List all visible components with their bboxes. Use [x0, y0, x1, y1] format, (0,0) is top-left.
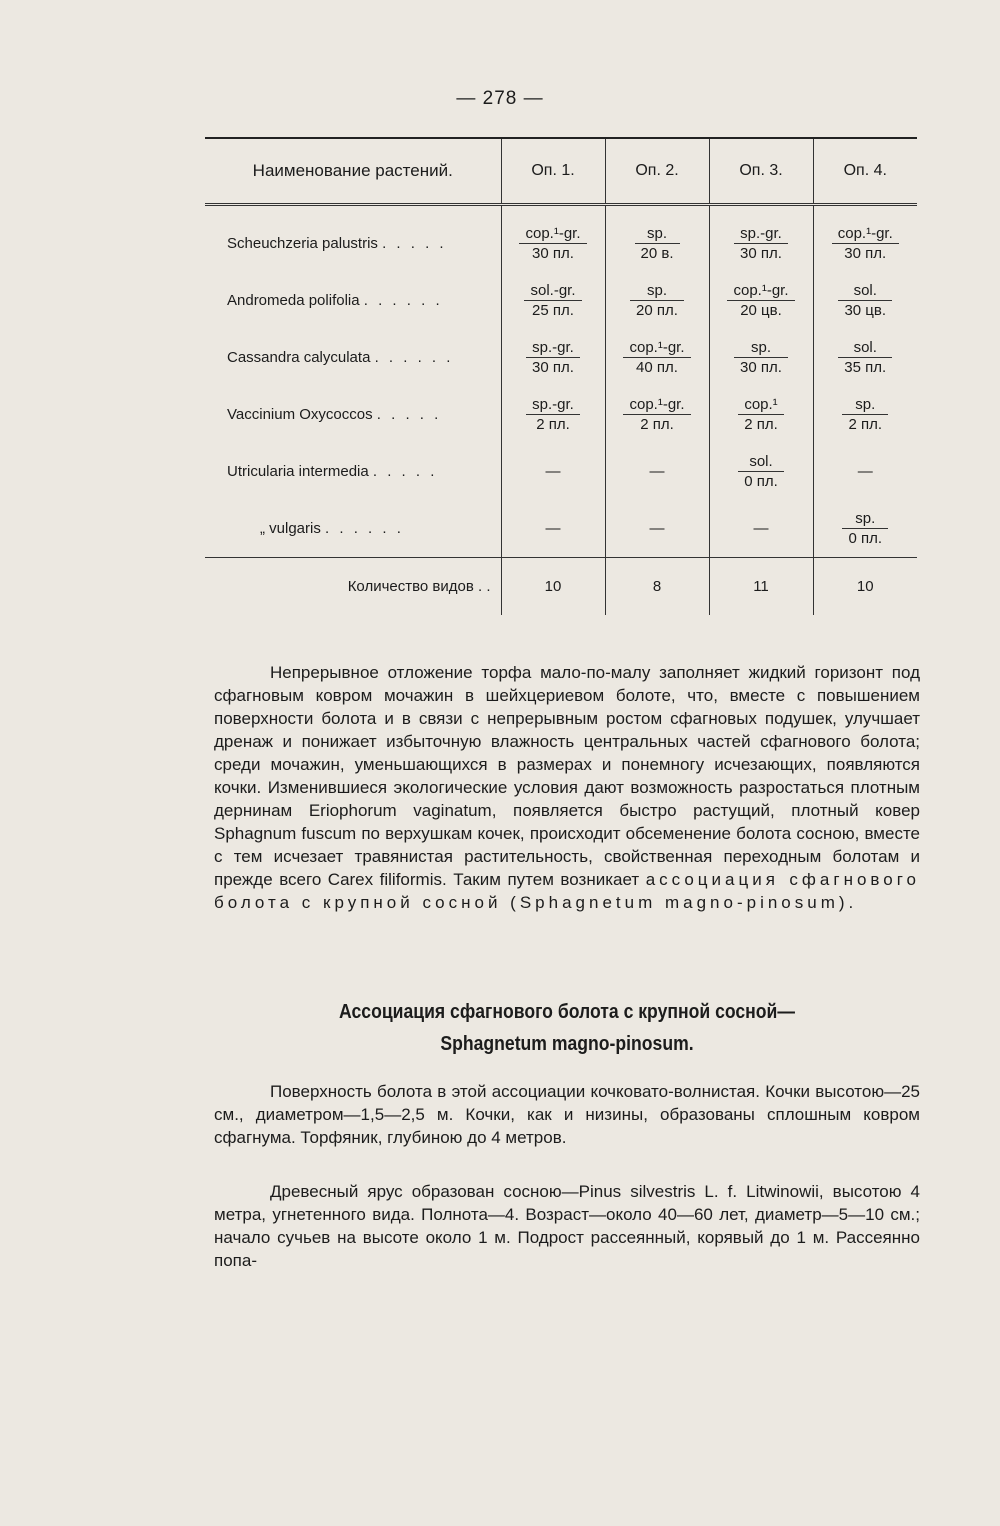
- height-value: 2 пл.: [536, 416, 570, 433]
- abundance-value: sol.: [838, 338, 892, 358]
- op-3-cell: [709, 329, 813, 386]
- abundance-fraction: [623, 338, 690, 377]
- height-value: 30 цв.: [844, 302, 887, 319]
- height-value: 30 пл.: [740, 245, 782, 262]
- op-4-cell: [813, 500, 917, 558]
- leader-dots: . . . . .: [382, 235, 447, 252]
- abundance-value: sp.-gr.: [734, 224, 788, 244]
- header-op-1: Оп. 1.: [501, 138, 605, 205]
- vegetation-table: [205, 137, 917, 615]
- abundance-value: sol.: [838, 281, 892, 301]
- abundance-value: cop.¹-gr.: [832, 224, 899, 244]
- abundance-fraction: [734, 224, 788, 263]
- leader-dots: . . . . . .: [363, 292, 443, 309]
- total-row: [205, 558, 917, 616]
- height-value: 30 пл.: [844, 245, 887, 262]
- section-heading-line-2: Sphagnetum magno-pinosum.: [440, 1033, 694, 1055]
- height-value: 40 пл.: [636, 359, 678, 376]
- height-value: 2 пл.: [744, 416, 778, 433]
- plant-name: „ vulgaris: [260, 520, 321, 537]
- abundance-value: sp.-gr.: [526, 338, 580, 358]
- table-row: [205, 500, 917, 558]
- op-4-cell: [813, 386, 917, 443]
- section-heading: [256, 996, 877, 1060]
- height-value: 2 пл.: [848, 416, 883, 433]
- op-4-cell: [813, 205, 917, 273]
- abundance-fraction: [623, 395, 690, 434]
- paragraph-surface: Поверхность болота в этой ассоциации кочковато-волнистая. Кочки высотою—25 см., диаметром—1,5—2,5 м. Кочки, как и низины, образованы сплошным ковром сфагнума. Торфяник, глубиною до 4 метров.: [214, 1082, 920, 1147]
- op-3-cell: [709, 386, 813, 443]
- op-4-cell: [813, 272, 917, 329]
- association-name-spaced: ассоциация сфагнового болота с крупной сосной (Sphagnetum magno-pinosum).: [214, 870, 920, 912]
- abundance-fraction: [524, 281, 581, 320]
- page-number: — 278 —: [456, 88, 544, 109]
- op-1-cell: [501, 329, 605, 386]
- header-op-2: Оп. 2.: [605, 138, 709, 205]
- op-3-cell: [709, 443, 813, 500]
- abundance-value: sol.-gr.: [524, 281, 581, 301]
- paragraph-succession: Непрерывное отложение торфа мало-по-малу заполняет жидкий горизонт под сфагновым ковром мочажин в шейхцериевом болоте, что, вместе с повышением поверхности болота и в связи с непрерывным ростом сфагновых подушек, улучшает дренаж и понижает избыточную влажность центральных частей сфагнового болота; среди мочажин, уменьшающихся в размерах и понемногу исчезающих, появляются кочки. Изменившиеся экологические условия дают возможность разростаться плотным дернинам Eriophorum vaginatum, появляется быстро растущий, плотный ковер Sphagnum fuscum по верхушкам кочек, происходит обсеменение болота сосною, вместе с тем исчезает травянистая растительность, свойственная переходным болотам и прежде всего Carex filiformis. Таким путем возникает ассоциация сфагнового болота с крупной сосной (Sphagnetum magno-pinosum).: [214, 663, 920, 912]
- paragraph-tree-layer: Древесный ярус образован сосною—Pinus silvestris L. f. Litwinowii, высотою 4 метра, угнетенного вида. Полнота—4. Возраст—около 40—60 лет, диаметр—5—10 см.; начало сучьев на высоте около 1 м. Подрост рассеянный, корявый до 1 м. Рассеянно попа-: [214, 1182, 920, 1270]
- abundance-value: sp.: [842, 395, 888, 415]
- table-row: [205, 386, 917, 443]
- species-count-op-3: 11: [709, 558, 813, 616]
- species-count-op-2: 8: [605, 558, 709, 616]
- height-value: 20 в.: [640, 245, 674, 262]
- op-2-cell: [605, 500, 709, 558]
- op-3-cell: [709, 205, 813, 273]
- op-2-cell: [605, 386, 709, 443]
- plant-name-cell: [205, 386, 501, 443]
- abundance-value: sp.: [635, 224, 680, 244]
- plant-name-cell: [205, 500, 501, 558]
- plant-name: Cassandra calyculata: [227, 349, 371, 366]
- species-count-op-4: 10: [813, 558, 917, 616]
- height-value: 0 пл.: [848, 530, 883, 547]
- leader-dots: . . . . .: [376, 406, 442, 423]
- header-op-3: Оп. 3.: [709, 138, 813, 205]
- abundance-fraction: [838, 338, 892, 377]
- abundance-fraction: [526, 338, 580, 377]
- abundance-value: cop.¹-gr.: [727, 281, 794, 301]
- op-1-cell: [501, 443, 605, 500]
- abundance-value: sp.: [842, 509, 888, 529]
- header-plant-name: Наименование растений.: [205, 138, 501, 205]
- op-4-cell: [813, 443, 917, 500]
- abundance-fraction: [630, 281, 684, 320]
- height-value: 25 пл.: [532, 302, 574, 319]
- leader-dots: . . . . .: [372, 463, 438, 480]
- op-3-cell: [709, 272, 813, 329]
- abundance-value: cop.¹-gr.: [519, 224, 586, 244]
- species-count-label: Количество видов . .: [205, 558, 501, 616]
- abundance-fraction: [842, 395, 888, 434]
- op-1-cell: [501, 500, 605, 558]
- abundance-fraction: [519, 224, 586, 263]
- abundance-value: sp.-gr.: [526, 395, 580, 415]
- table-row: [205, 272, 917, 329]
- abundance-fraction: [738, 452, 784, 491]
- absent-dash: —: [857, 463, 873, 480]
- op-2-cell: [605, 329, 709, 386]
- height-value: 20 пл.: [636, 302, 678, 319]
- abundance-fraction: [838, 281, 892, 320]
- op-4-cell: [813, 329, 917, 386]
- abundance-value: sp.: [734, 338, 788, 358]
- abundance-value: cop.¹-gr.: [623, 338, 690, 358]
- abundance-fraction: [842, 509, 888, 548]
- abundance-value: sol.: [738, 452, 784, 472]
- plant-name-cell: [205, 272, 501, 329]
- height-value: 30 пл.: [532, 359, 574, 376]
- height-value: 35 пл.: [844, 359, 887, 376]
- abundance-fraction: [734, 338, 788, 377]
- op-2-cell: [605, 272, 709, 329]
- plant-name-cell: [205, 329, 501, 386]
- plant-name: Scheuchzeria palustris: [227, 235, 378, 252]
- header-op-4: Оп. 4.: [813, 138, 917, 205]
- table-row: [205, 443, 917, 500]
- op-1-cell: [501, 205, 605, 273]
- abundance-fraction: [727, 281, 794, 320]
- abundance-value: sp.: [630, 281, 684, 301]
- abundance-fraction: [635, 224, 680, 263]
- absent-dash: —: [753, 520, 769, 537]
- op-3-cell: [709, 500, 813, 558]
- plant-name-cell: [205, 205, 501, 273]
- abundance-value: cop.¹-gr.: [623, 395, 690, 415]
- height-value: 30 пл.: [740, 359, 782, 376]
- abundance-fraction: [526, 395, 580, 434]
- absent-dash: —: [649, 520, 665, 537]
- table-row: [205, 329, 917, 386]
- height-value: 30 пл.: [532, 245, 574, 262]
- plant-name: Andromeda polifolia: [227, 292, 360, 309]
- abundance-fraction: [738, 395, 784, 434]
- op-2-cell: [605, 443, 709, 500]
- leader-dots: . . . . . .: [374, 349, 454, 366]
- abundance-value: cop.¹: [738, 395, 784, 415]
- height-value: 0 пл.: [744, 473, 778, 490]
- height-value: 20 цв.: [740, 302, 782, 319]
- absent-dash: —: [649, 463, 665, 480]
- section-heading-line-1: Ассоциация сфагнового болота с крупной сосной—: [339, 1001, 795, 1023]
- plant-name: Vaccinium Oxycoccos: [227, 406, 373, 423]
- table-header-row: [205, 138, 917, 205]
- leader-dots: . . . . . .: [325, 520, 404, 537]
- plant-name-cell: [205, 443, 501, 500]
- absent-dash: —: [545, 520, 561, 537]
- abundance-fraction: [832, 224, 899, 263]
- op-2-cell: [605, 205, 709, 273]
- absent-dash: —: [545, 463, 561, 480]
- table-row: [205, 205, 917, 273]
- op-1-cell: [501, 272, 605, 329]
- op-1-cell: [501, 386, 605, 443]
- height-value: 2 пл.: [640, 416, 674, 433]
- plant-name: Utricularia intermedia: [227, 463, 369, 480]
- species-count-op-1: 10: [501, 558, 605, 616]
